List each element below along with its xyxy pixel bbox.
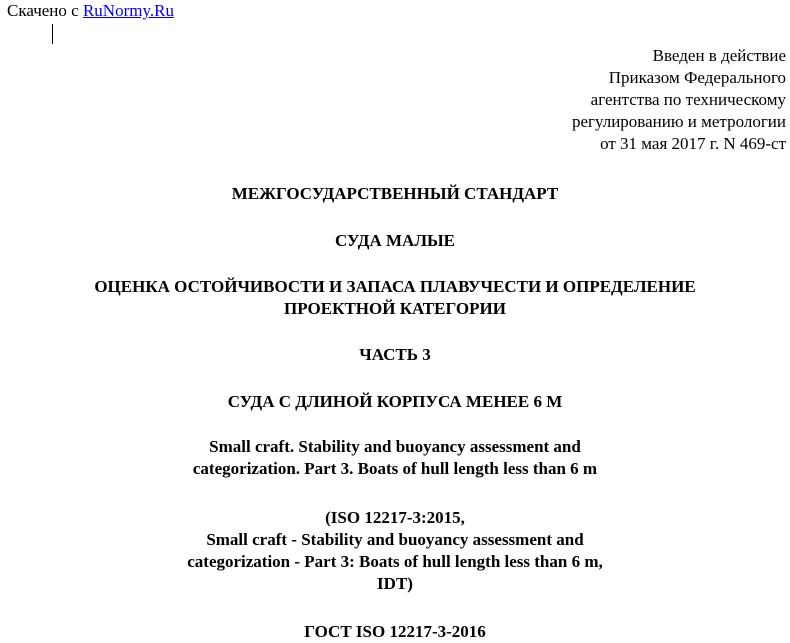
text-cursor (52, 24, 53, 44)
enactment-line: от 31 мая 2017 г. N 469-ст (600, 134, 786, 153)
iso-reference-line: IDT) (377, 574, 413, 593)
iso-reference-line: (ISO 12217-3:2015, (325, 508, 465, 527)
standard-type-heading (0, 183, 790, 205)
enactment-line: Приказом Федерального (608, 68, 786, 87)
english-title-line: categorization. Part 3. Boats of hull length less than 6 m (192, 459, 598, 478)
gost-number-text: ГОСТ ISO 12217-3-2016 (304, 622, 486, 641)
enactment-note (386, 45, 786, 155)
small-craft-heading (0, 230, 790, 252)
part-label-heading (0, 344, 790, 366)
small-craft-text: СУДА МАЛЫЕ (334, 231, 456, 250)
part-title-text: СУДА С ДЛИНОЙ КОРПУСА МЕНЕЕ 6 М (227, 392, 563, 411)
enactment-line: агентства по техническому (590, 90, 786, 109)
gost-number-heading (0, 621, 790, 643)
standard-type-text: МЕЖГОСУДАРСТВЕННЫЙ СТАНДАРТ (231, 184, 559, 203)
source-line (7, 1, 174, 21)
english-title (0, 436, 790, 480)
enactment-line: Введен в действие (652, 46, 786, 65)
iso-reference (0, 507, 790, 595)
part-title-heading (0, 391, 790, 413)
assessment-title (0, 276, 790, 320)
assessment-title-line: ОЦЕНКА ОСТОЙЧИВОСТИ И ЗАПАСА ПЛАВУЧЕСТИ И ОПРЕДЕЛЕНИЕ (94, 277, 696, 296)
english-title-line: Small craft. Stability and buoyancy assessment and (209, 437, 581, 456)
source-link[interactable]: RuNormy.Ru (82, 1, 174, 20)
enactment-line: регулированию и метрологии (571, 112, 786, 131)
source-prefix: Скачено с (7, 1, 83, 20)
assessment-title-line: ПРОЕКТНОЙ КАТЕГОРИИ (284, 299, 506, 318)
iso-reference-line: Small craft - Stability and buoyancy assessment and (206, 530, 584, 549)
part-label-text: ЧАСТЬ 3 (359, 345, 431, 364)
iso-reference-line: categorization - Part 3: Boats of hull length less than 6 m, (187, 552, 603, 571)
